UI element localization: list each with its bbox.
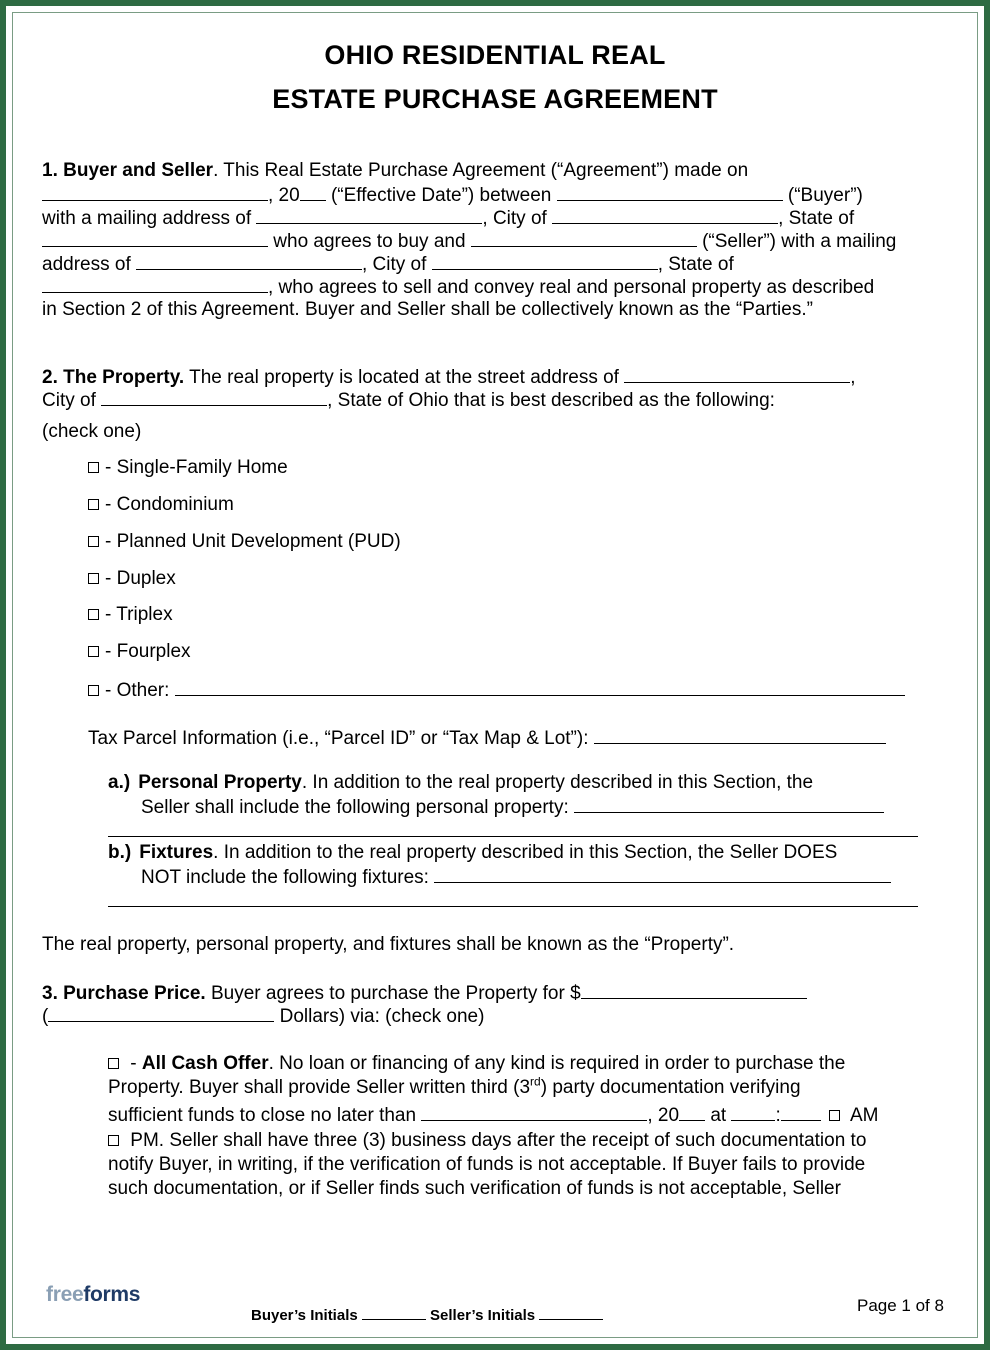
cash-offer-line4: PM. Seller shall have three (3) business days after the receipt of such documentation to (108, 1130, 866, 1152)
seller-initials-field[interactable] (539, 1307, 603, 1320)
section1-line3: with a mailing address of , City of , State of (42, 208, 855, 229)
seller-address-field[interactable] (136, 252, 362, 270)
tax-parcel-field[interactable] (594, 726, 886, 744)
option-triplex: - Triplex (88, 604, 173, 626)
initials-line: Buyer’s Initials Seller’s Initials (251, 1307, 603, 1324)
section3-heading: 3. Purchase Price. (42, 983, 206, 1004)
agreement-year-field[interactable] (300, 183, 326, 201)
buyer-state-field[interactable] (42, 229, 268, 247)
triplex-checkbox[interactable] (88, 609, 99, 620)
pud-checkbox[interactable] (88, 536, 99, 547)
personal-property-field[interactable] (574, 795, 884, 813)
section1-line7: in Section 2 of this Agreement. Buyer and Seller shall be collectively known as the “Parties.” (42, 299, 813, 320)
buyer-city-field[interactable] (552, 206, 778, 224)
fixtures-line1: b.) Fixtures. In addition to the real property described in this Section, the Seller DOES (108, 842, 838, 863)
cash-offer-heading: All Cash Offer (141, 1053, 269, 1074)
section1-line6: , who agrees to sell and convey real and personal property as described (42, 275, 874, 299)
funds-hour-field[interactable] (731, 1103, 775, 1121)
buyer-address-field[interactable] (256, 206, 482, 224)
condominium-checkbox[interactable] (88, 499, 99, 510)
buyer-name-field[interactable] (557, 183, 783, 201)
option-fourplex: - Fourplex (88, 641, 191, 663)
cash-offer-line5: notify Buyer, in writing, if the verification of funds is not acceptable. If Buyer fails to provide (108, 1154, 866, 1175)
cash-offer-line1: - All Cash Offer. No loan or financing of any kind is required in order to purchase the (108, 1053, 845, 1075)
cash-offer-line6: such documentation, or if Seller finds such verification of funds is not acceptable, Seller (108, 1178, 841, 1199)
section3-line1: 3. Purchase Price. Buyer agrees to purchase the Property for $ (42, 981, 807, 1005)
other-checkbox[interactable] (88, 685, 99, 696)
cash-offer-line2: Property. Buyer shall provide Seller written third (3rd) party documentation verifying (108, 1074, 801, 1098)
buyer-initials-field[interactable] (362, 1307, 426, 1320)
section2-line1: 2. The Property. The real property is located at the street address of , (42, 367, 856, 388)
fixtures-heading: Fixtures (139, 842, 214, 863)
option-other: - Other: (88, 678, 905, 702)
personal-property-heading: Personal Property (138, 772, 302, 793)
property-city-field[interactable] (101, 388, 327, 406)
am-checkbox[interactable] (829, 1110, 840, 1121)
property-street-field[interactable] (624, 365, 850, 383)
personal-property-line2: Seller shall include the following personal property: (141, 795, 884, 819)
cash-offer-line3: sufficient funds to close no later than , 20 at : AM (108, 1105, 879, 1126)
personal-property-line1: a.) Personal Property. In addition to the real property described in this Section, the (108, 772, 814, 793)
seller-state-field[interactable] (42, 275, 268, 293)
section2-line2: City of , State of Ohio that is best described as the following: (42, 390, 775, 411)
other-description-field[interactable] (175, 678, 905, 696)
purchase-price-field[interactable] (581, 981, 807, 999)
section1-line4: who agrees to buy and (“Seller”) with a mailing (42, 229, 896, 253)
check-one-label: (check one) (42, 421, 142, 442)
section2-heading: 2. The Property. (42, 367, 185, 388)
section1-heading: 1. Buyer and Seller (42, 160, 214, 181)
pm-checkbox[interactable] (108, 1135, 119, 1146)
property-summary: The real property, personal property, and fixtures shall be known as the “Property”. (42, 934, 735, 955)
agreement-date-field[interactable] (42, 183, 268, 201)
document-title-line1: OHIO RESIDENTIAL REAL (324, 40, 666, 70)
option-condominium: - Condominium (88, 494, 234, 516)
seller-name-field[interactable] (471, 229, 697, 247)
seller-city-field[interactable] (432, 252, 658, 270)
fixtures-extra-line[interactable] (108, 906, 918, 907)
fixtures-field[interactable] (434, 865, 891, 883)
tax-parcel-line: Tax Parcel Information (i.e., “Parcel ID” or “Tax Map & Lot”): (88, 726, 886, 750)
option-duplex: - Duplex (88, 568, 176, 590)
single-family-checkbox[interactable] (88, 462, 99, 473)
personal-property-extra-line[interactable] (108, 836, 918, 837)
funds-minute-field[interactable] (781, 1103, 821, 1121)
document-title-line2: ESTATE PURCHASE AGREEMENT (272, 84, 718, 114)
section3-line2: ( Dollars) via: (check one) (42, 1006, 485, 1027)
fixtures-line2: NOT include the following fixtures: (141, 865, 891, 889)
cash-offer-checkbox[interactable] (108, 1058, 119, 1069)
option-single-family: - Single-Family Home (88, 457, 288, 479)
purchase-price-words-field[interactable] (48, 1004, 274, 1022)
freeforms-logo: freeforms (46, 1283, 141, 1306)
funds-date-field[interactable] (421, 1103, 647, 1121)
option-pud: - Planned Unit Development (PUD) (88, 531, 401, 553)
funds-year-field[interactable] (679, 1103, 705, 1121)
section1-line1: 1. Buyer and Seller. This Real Estate Purchase Agreement (“Agreement”) made on (42, 160, 749, 181)
section1-line5: address of , City of , State of (42, 254, 734, 275)
section1-line2: , 20 (“Effective Date”) between (“Buyer”) (42, 183, 863, 207)
page-number: Page 1 of 8 (857, 1296, 944, 1315)
duplex-checkbox[interactable] (88, 573, 99, 584)
fourplex-checkbox[interactable] (88, 646, 99, 657)
